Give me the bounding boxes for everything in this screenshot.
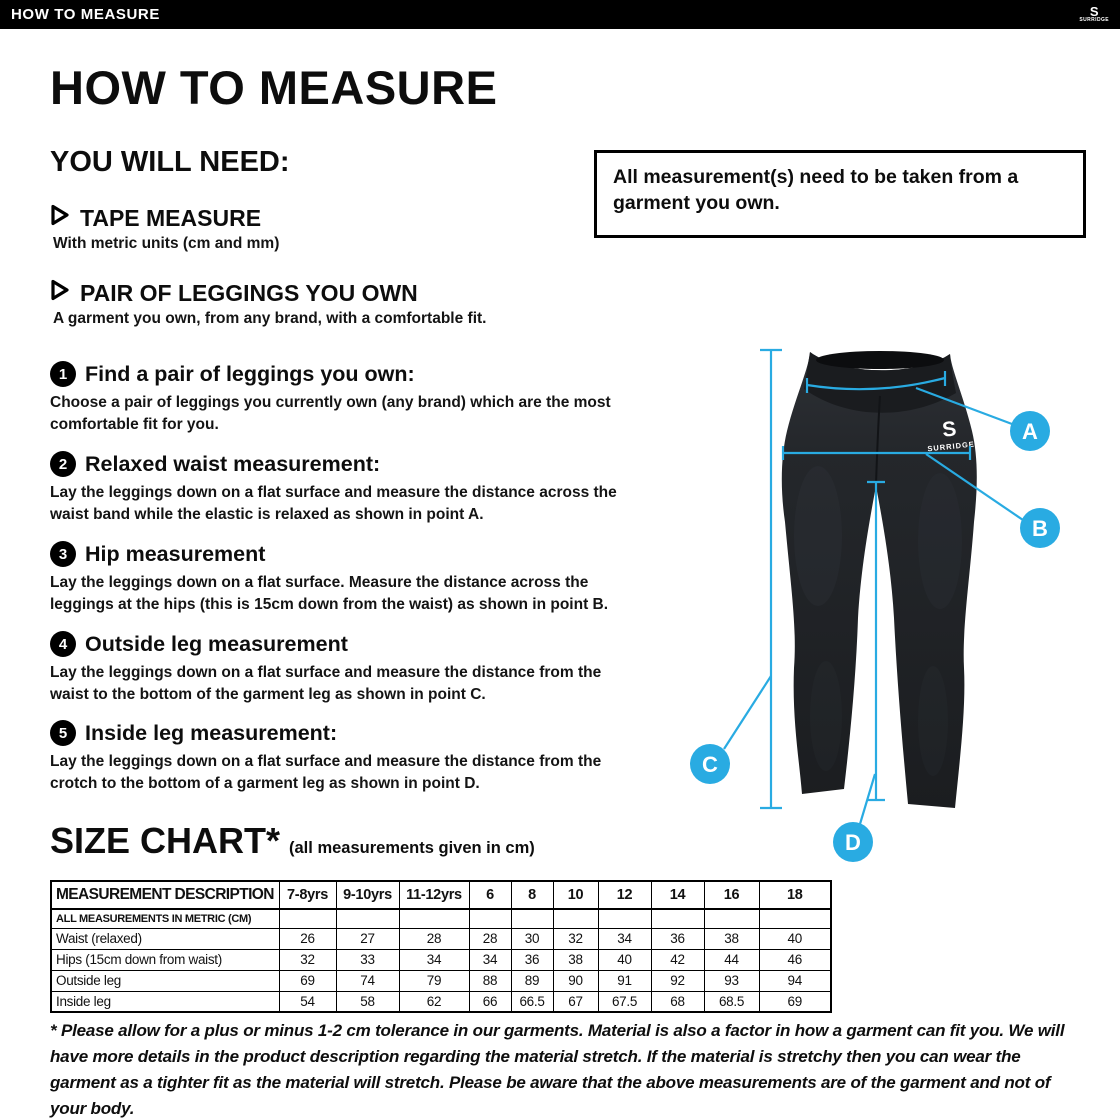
- step-3-badge: 3: [50, 541, 76, 567]
- table-row-hips: [51, 949, 831, 970]
- row-label: Waist (relaxed): [51, 928, 279, 949]
- cell: 44: [704, 949, 759, 970]
- step-4-badge: 4: [50, 631, 76, 657]
- size-chart-title: SIZE CHART*: [50, 820, 281, 861]
- header-cell: 10: [553, 881, 598, 909]
- need-item-label: TAPE MEASURE: [80, 204, 262, 231]
- cell: 38: [704, 928, 759, 949]
- table-row-metric-note: [51, 909, 831, 928]
- point-d-marker: [833, 822, 873, 862]
- table-row-outside-leg: [51, 970, 831, 991]
- step-2-badge: 2: [50, 451, 76, 477]
- header-cell: 6: [469, 881, 511, 909]
- step-4-body: Lay the leggings down on a flat surface and measure the distance from the waist to the bottom of the garment leg as shown in point C.: [50, 664, 602, 703]
- step-4-title: Outside leg measurement: [85, 631, 348, 656]
- cell: 54: [279, 991, 336, 1012]
- cell: 40: [759, 928, 831, 949]
- step-3: [50, 541, 650, 615]
- step-5-badge: 5: [50, 720, 76, 746]
- svg-text:C: C: [702, 752, 718, 777]
- cell: 32: [279, 949, 336, 970]
- page-title: HOW TO MEASURE: [50, 61, 498, 114]
- size-chart-table: [50, 880, 832, 1013]
- svg-text:D: D: [845, 830, 861, 855]
- need-item-tape-measure: [50, 204, 279, 253]
- cell: 27: [336, 928, 399, 949]
- need-item-leggings: [50, 279, 486, 328]
- table-row-inside-leg: [51, 991, 831, 1012]
- step-1-body: Choose a pair of leggings you currently own (any brand) which are the most comfortable fit for you.: [50, 394, 611, 433]
- table-row-waist: [51, 928, 831, 949]
- size-chart-subtitle: (all measurements given in cm): [289, 839, 535, 857]
- cell: 93: [704, 970, 759, 991]
- cell: 79: [399, 970, 469, 991]
- cell: 94: [759, 970, 831, 991]
- cell: 42: [651, 949, 704, 970]
- bullet-triangle-icon: [50, 279, 70, 307]
- header-cell: 14: [651, 881, 704, 909]
- cell: 62: [399, 991, 469, 1012]
- header-cell: 9-10yrs: [336, 881, 399, 909]
- step-5: [50, 720, 650, 794]
- header-cell: 16: [704, 881, 759, 909]
- step-1-badge: 1: [50, 361, 76, 387]
- row-label: Hips (15cm down from waist): [51, 949, 279, 970]
- point-c-marker: [690, 744, 730, 784]
- cell: 28: [399, 928, 469, 949]
- header-cell: 11-12yrs: [399, 881, 469, 909]
- cell: 32: [553, 928, 598, 949]
- need-item-label: PAIR OF LEGGINGS YOU OWN: [80, 279, 418, 306]
- cell: 92: [651, 970, 704, 991]
- cell: 34: [598, 928, 651, 949]
- step-4: [50, 631, 650, 705]
- surridge-logo-icon: [1079, 6, 1109, 23]
- step-1-title: Find a pair of leggings you own:: [85, 361, 415, 386]
- cell: 66.5: [511, 991, 553, 1012]
- cell: 74: [336, 970, 399, 991]
- row-label: Outside leg: [51, 970, 279, 991]
- cell: 58: [336, 991, 399, 1012]
- header-cell: 18: [759, 881, 831, 909]
- bullet-triangle-icon: [50, 204, 70, 232]
- cell: 90: [553, 970, 598, 991]
- cell: 69: [279, 970, 336, 991]
- step-2-title: Relaxed waist measurement:: [85, 451, 381, 476]
- header-cell: 8: [511, 881, 553, 909]
- measurement-note-box: All measurement(s) need to be taken from a garment you own.: [594, 150, 1086, 238]
- cell: 89: [511, 970, 553, 991]
- cell: 36: [651, 928, 704, 949]
- step-5-title: Inside leg measurement:: [85, 720, 338, 745]
- svg-text:SURRIDGE: SURRIDGE: [926, 439, 976, 454]
- cell: 67.5: [598, 991, 651, 1012]
- svg-text:B: B: [1032, 516, 1048, 541]
- surridge-logo-text: SURRIDGE: [1079, 17, 1109, 23]
- cell: 40: [598, 949, 651, 970]
- row-label: Inside leg: [51, 991, 279, 1012]
- tolerance-footnote: * Please allow for a plus or minus 1-2 cm tolerance in our garments. Material is also a factor in how a garment can fit you. We will have more details in the product description regarding the material stretch. If the material is stretchy then you can wear the garment as a tighter fit as the material will stretch. Please be aware that the above measurements are of the garment and not of your body.: [50, 1021, 1065, 1118]
- cell: 34: [469, 949, 511, 970]
- cell: 68: [651, 991, 704, 1012]
- cell: 36: [511, 949, 553, 970]
- cell: 66: [469, 991, 511, 1012]
- step-2: [50, 451, 650, 525]
- cell: 88: [469, 970, 511, 991]
- svg-text:S: S: [941, 417, 958, 442]
- point-a-marker: [1010, 411, 1050, 451]
- cell: 68.5: [704, 991, 759, 1012]
- you-will-need-heading: YOU WILL NEED:: [50, 146, 290, 178]
- header-cell: MEASUREMENT DESCRIPTION: [51, 881, 279, 909]
- size-chart-heading: [50, 820, 535, 862]
- cell: 28: [469, 928, 511, 949]
- surridge-s-mark-icon: S: [1089, 4, 1099, 19]
- cell: 69: [759, 991, 831, 1012]
- table-header-row: [51, 881, 831, 909]
- cell: 67: [553, 991, 598, 1012]
- header-cell: 12: [598, 881, 651, 909]
- step-3-body: Lay the leggings down on a flat surface. Measure the distance across the leggings at the hips (this is 15cm down from the waist) as shown in point B.: [50, 574, 609, 613]
- top-bar-title: HOW TO MEASURE: [11, 6, 160, 23]
- cell: 30: [511, 928, 553, 949]
- leggings-image: [782, 351, 977, 808]
- need-item-detail: A garment you own, from any brand, with a comfortable fit.: [53, 310, 487, 327]
- cell: 26: [279, 928, 336, 949]
- need-item-detail: With metric units (cm and mm): [53, 235, 280, 252]
- metric-note-cell: ALL MEASUREMENTS IN METRIC (CM): [51, 909, 279, 928]
- header-cell: 7-8yrs: [279, 881, 336, 909]
- step-5-body: Lay the leggings down on a flat surface and measure the distance from the crotch to the bottom of a garment leg as shown in point D.: [50, 753, 602, 792]
- svg-text:A: A: [1022, 419, 1038, 444]
- cell: 34: [399, 949, 469, 970]
- step-3-title: Hip measurement: [85, 541, 266, 566]
- top-bar: [0, 0, 1120, 29]
- point-b-marker: [1020, 508, 1060, 548]
- leggings-measurement-diagram: [678, 336, 1092, 884]
- cell: 33: [336, 949, 399, 970]
- cell: 46: [759, 949, 831, 970]
- step-2-body: Lay the leggings down on a flat surface and measure the distance across the waist band while the elastic is relaxed as shown in point A.: [50, 484, 617, 523]
- cell: 38: [553, 949, 598, 970]
- step-1: [50, 361, 650, 435]
- cell: 91: [598, 970, 651, 991]
